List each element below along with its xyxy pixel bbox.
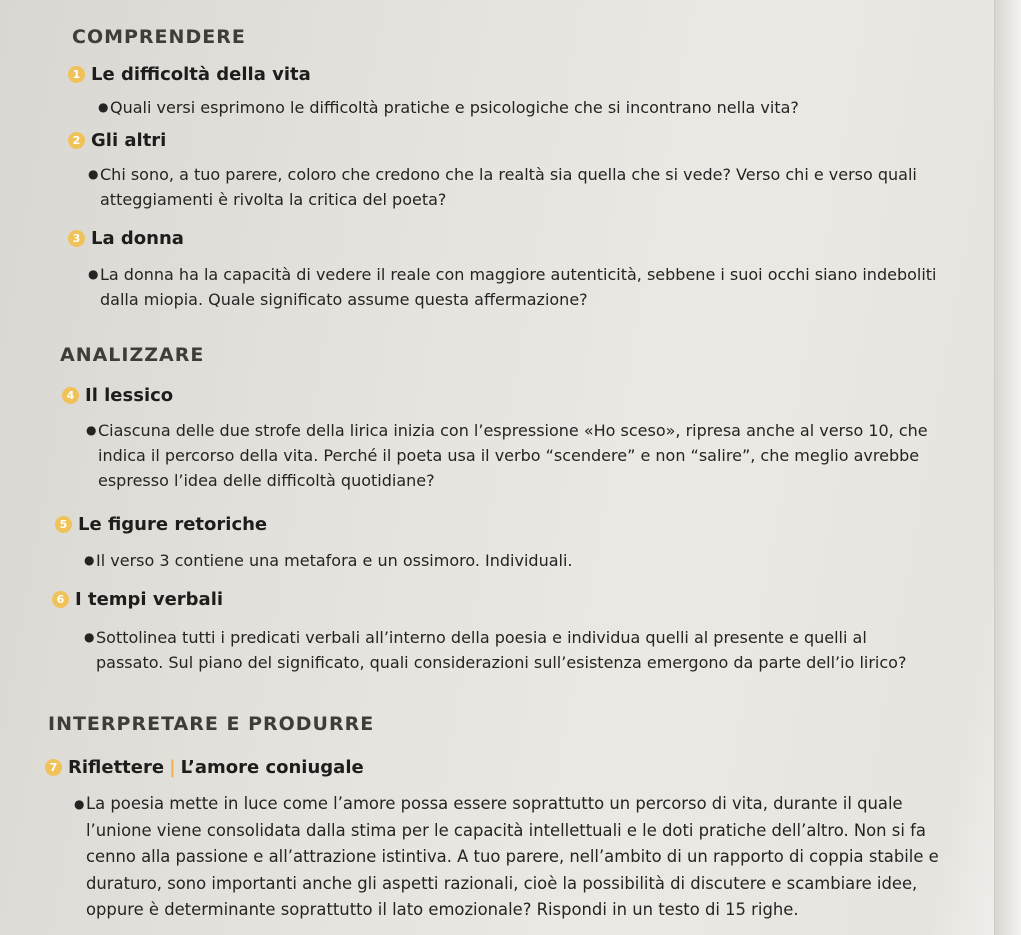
question-line: Chi sono, a tuo parere, coloro che credono che la realtà sia quella che si vede? Verso chi e verso quali bbox=[100, 165, 917, 184]
number-badge-7: 7 bbox=[45, 759, 62, 776]
page-edge bbox=[994, 0, 1021, 935]
section-heading-interpretare: INTERPRETARE E PRODURRE bbox=[48, 713, 375, 735]
item-title-text-3: La donna bbox=[91, 228, 184, 249]
item-title-2 bbox=[68, 130, 166, 151]
bullet-icon: ● bbox=[84, 630, 95, 644]
item-title-4 bbox=[62, 385, 173, 406]
item-title-prefix-7: Riflettere bbox=[68, 757, 165, 778]
question-7 bbox=[74, 791, 939, 924]
section-heading-comprendere: COMPRENDERE bbox=[72, 26, 246, 48]
item-title-text-2: Gli altri bbox=[91, 130, 167, 151]
title-separator: | bbox=[169, 757, 176, 778]
bullet-icon: ● bbox=[88, 167, 99, 181]
number-badge-2: 2 bbox=[68, 132, 85, 149]
number-badge-4: 4 bbox=[62, 387, 79, 404]
question-1 bbox=[98, 95, 799, 120]
question-line: Quali versi esprimono le difficoltà pratiche e psicologiche che si incontrano nella vita? bbox=[110, 98, 799, 117]
item-title-3 bbox=[68, 228, 184, 249]
question-line: indica il percorso della vita. Perché il poeta usa il verbo “scendere” e non “salire”, che meglio avrebbe bbox=[98, 446, 920, 465]
number-badge-6: 6 bbox=[52, 591, 69, 608]
item-title-5 bbox=[55, 514, 267, 535]
question-line: Il verso 3 contiene una metafora e un ossimoro. Individuali. bbox=[96, 551, 573, 570]
item-title-6 bbox=[52, 589, 223, 610]
item-title-text-4: Il lessico bbox=[85, 385, 174, 406]
question-line: l’unione viene consolidata dalla stima per le capacità intellettuali e le doti pratiche dell’altro. Non si fa bbox=[86, 820, 926, 840]
question-line: Ciascuna delle due strofe della lirica inizia con l’espressione «Ho sceso», ripresa anche al verso 10, che bbox=[98, 421, 928, 440]
question-line: Sottolinea tutti i predicati verbali all’interno della poesia e individua quelli al presente e quelli al bbox=[96, 628, 867, 647]
item-title-1 bbox=[68, 64, 311, 85]
item-title-text-6: I tempi verbali bbox=[75, 589, 224, 610]
item-title-text-7: L’amore coniugale bbox=[180, 757, 364, 778]
question-5 bbox=[84, 548, 573, 573]
question-line: duraturo, sono importanti anche gli aspetti razionali, cioè la possibilità di discutere e scambiare idee, bbox=[86, 873, 918, 893]
question-line: passato. Sul piano del significato, quali considerazioni sull’esistenza emergono da parte dell’io lirico? bbox=[96, 653, 907, 672]
section-heading-analizzare: ANALIZZARE bbox=[60, 344, 205, 366]
bullet-icon: ● bbox=[88, 267, 99, 281]
bullet-icon: ● bbox=[84, 553, 95, 567]
item-title-7 bbox=[45, 757, 364, 778]
question-2 bbox=[88, 162, 917, 212]
item-title-text-5: Le figure retoriche bbox=[78, 514, 268, 535]
number-badge-5: 5 bbox=[55, 516, 72, 533]
question-line: dalla miopia. Quale significato assume questa affermazione? bbox=[100, 290, 588, 309]
number-badge-1: 1 bbox=[68, 66, 85, 83]
bullet-icon: ● bbox=[74, 797, 85, 811]
question-line: La donna ha la capacità di vedere il reale con maggiore autenticità, sebbene i suoi occhi siano indeboliti bbox=[100, 265, 937, 284]
question-line: oppure è determinante soprattutto il lato emozionale? Rispondi in un testo di 15 righe. bbox=[86, 900, 799, 919]
question-line: La poesia mette in luce come l’amore possa essere soprattutto un percorso di vita, durante il quale bbox=[86, 794, 903, 813]
bullet-icon: ● bbox=[98, 100, 109, 114]
question-line: espresso l’idea delle difficoltà quotidiane? bbox=[98, 471, 435, 490]
item-title-text-1: Le difficoltà della vita bbox=[91, 64, 311, 85]
question-6 bbox=[84, 625, 907, 675]
question-3 bbox=[88, 262, 937, 312]
question-4 bbox=[86, 418, 928, 493]
question-line: atteggiamenti è rivolta la critica del poeta? bbox=[100, 190, 447, 209]
question-line: cenno alla passione e all’attrazione istintiva. A tuo parere, nell’ambito di un rapporto di coppia stabile e bbox=[86, 847, 939, 866]
bullet-icon: ● bbox=[86, 423, 97, 437]
number-badge-3: 3 bbox=[68, 230, 85, 247]
